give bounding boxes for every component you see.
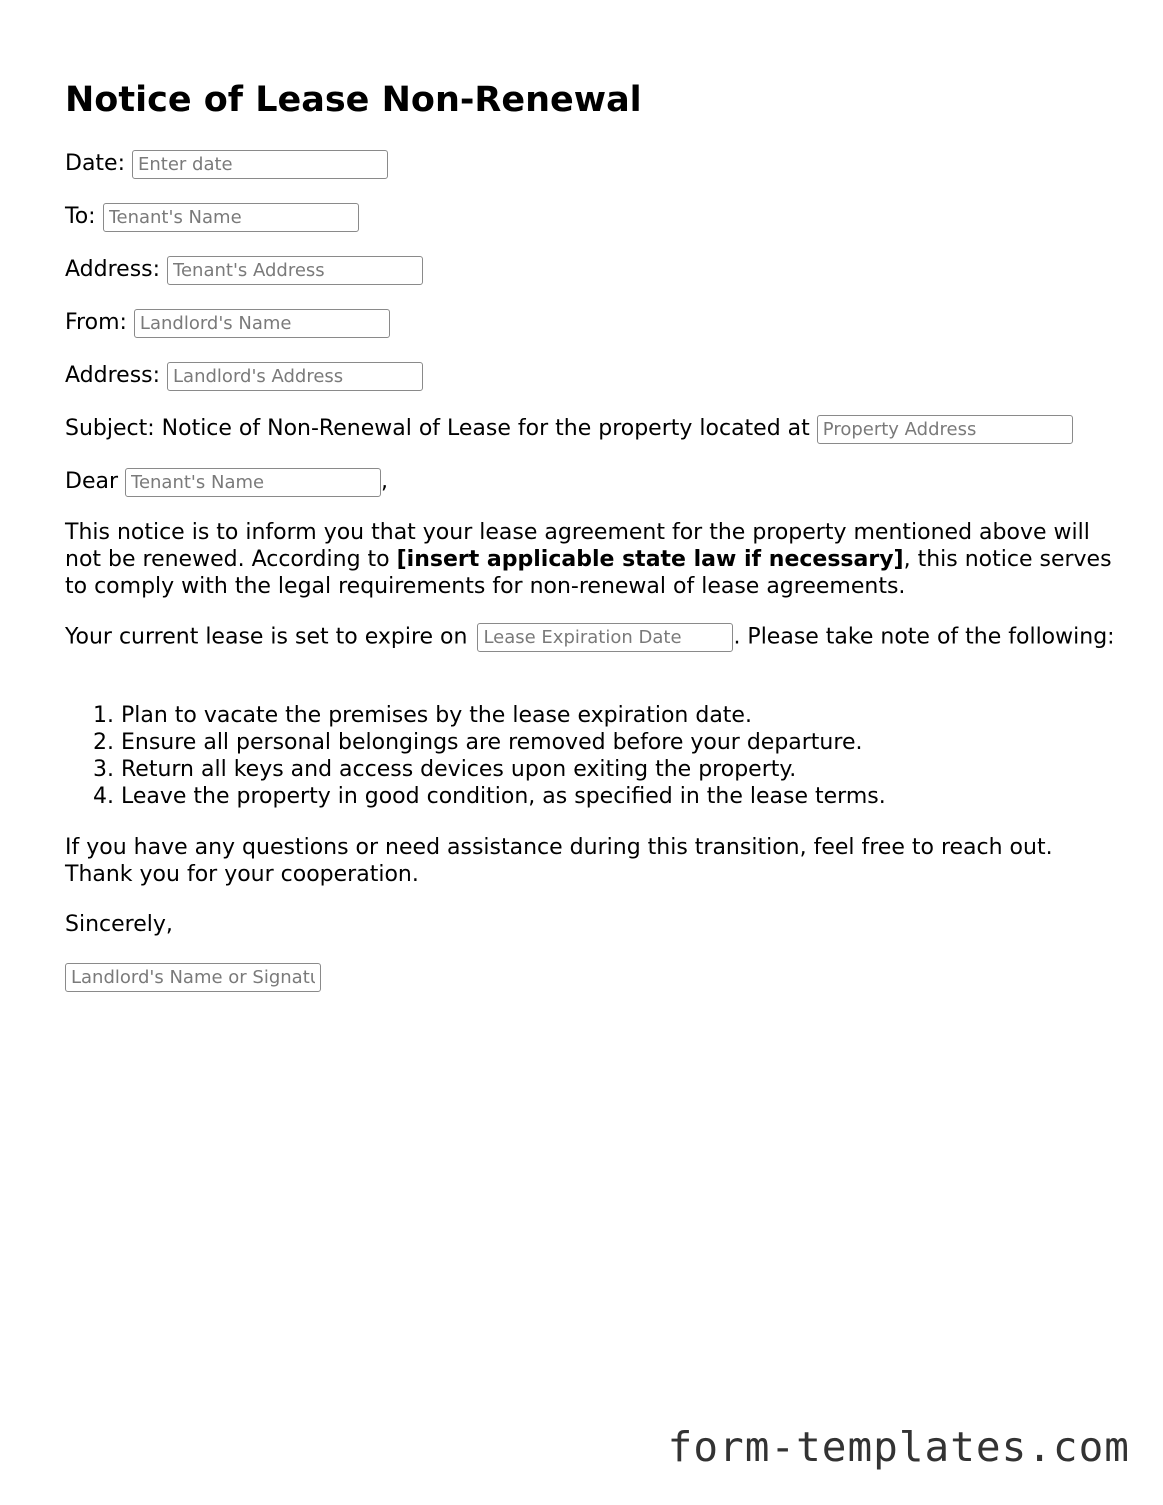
subject-row xyxy=(65,413,1073,445)
landlord-address-label: Address: xyxy=(65,363,161,388)
tenant-address-label: Address: xyxy=(65,257,161,282)
salutation-text: Dear xyxy=(65,469,119,494)
signoff-text: Sincerely, xyxy=(65,912,173,937)
list-item: 2. Ensure all personal belongings are removed before your departure. xyxy=(121,729,886,756)
date-input[interactable] xyxy=(132,150,388,179)
footer-logo: form-templates.com xyxy=(667,1423,1130,1471)
state-law-placeholder: [insert applicable state law if necessary] xyxy=(396,547,904,572)
landlord-address-row xyxy=(65,360,423,392)
notice-paragraph-end: , this notice serves to comply with the legal requirements for non-renewal of lease agreements. xyxy=(65,547,1112,599)
date-label: Date: xyxy=(65,151,125,176)
tenant-address-row xyxy=(65,254,423,286)
salutation-tenant-name-input[interactable] xyxy=(125,468,381,497)
instructions-list xyxy=(65,702,886,810)
to-row xyxy=(65,201,359,233)
expiry-text-before: Your current lease is set to expire on xyxy=(65,624,468,650)
lease-expiration-date-input[interactable] xyxy=(477,623,733,652)
closing-paragraph: If you have any questions or need assistance during this transition, feel free to reach out. Thank you for your cooperation. xyxy=(65,835,1053,887)
landlord-address-input[interactable] xyxy=(167,362,423,391)
list-item: 3. Return all keys and access devices upon exiting the property. xyxy=(121,756,886,783)
list-item: 1. Plan to vacate the premises by the lease expiration date. xyxy=(121,702,886,729)
signature-input[interactable] xyxy=(65,963,321,992)
subject-text: Subject: Notice of Non-Renewal of Lease for the property located at xyxy=(65,416,810,441)
to-label: To: xyxy=(65,204,96,229)
document-title: Notice of Lease Non-Renewal xyxy=(65,80,642,120)
from-row xyxy=(65,307,390,339)
signature-row xyxy=(65,961,321,993)
expiry-text-after: . Please take note of the following: xyxy=(733,624,1115,650)
list-item: 4. Leave the property in good condition, as specified in the lease terms. xyxy=(121,783,886,810)
salutation-comma: , xyxy=(381,469,389,494)
property-address-input[interactable] xyxy=(817,415,1073,444)
notice-paragraph-start: This notice is to inform you that your lease agreement for the property mentioned above will not be renewed. According to xyxy=(65,520,1090,572)
tenant-name-input[interactable] xyxy=(103,203,359,232)
date-row xyxy=(65,148,388,180)
notice-paragraph xyxy=(65,519,1115,600)
expiry-paragraph xyxy=(65,623,1115,652)
from-label: From: xyxy=(65,310,127,335)
salutation-row xyxy=(65,466,388,498)
tenant-address-input[interactable] xyxy=(167,256,423,285)
landlord-name-input[interactable] xyxy=(134,309,390,338)
